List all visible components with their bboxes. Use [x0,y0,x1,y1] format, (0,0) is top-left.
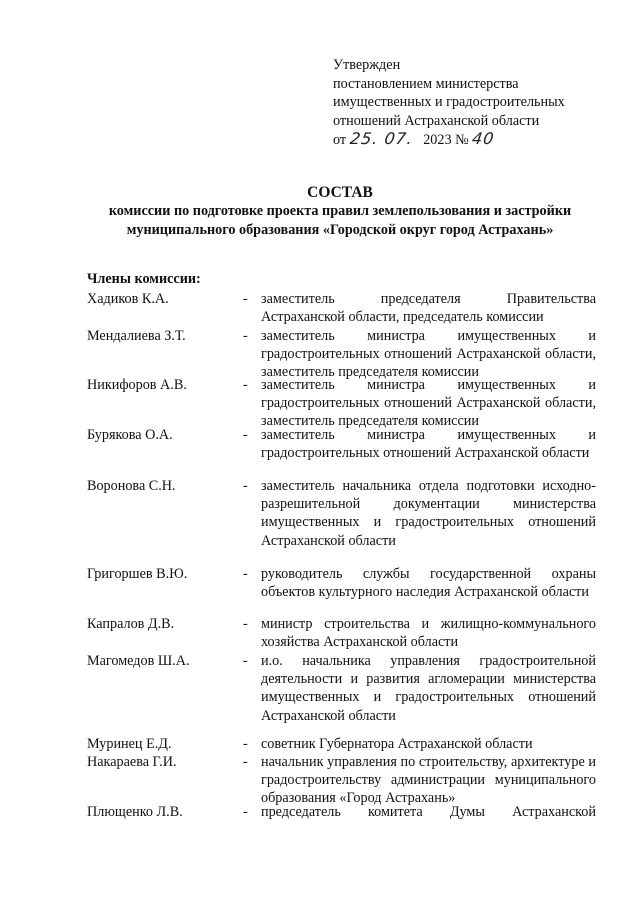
member-dash: - [243,427,248,443]
member-position: заместитель министра имущественных и градостроительных отношений Астраханской области, заместитель председателя комиссии [261,377,596,430]
member-position: заместитель председателя Правительства Астраханской области, председатель комиссии [261,291,596,326]
approval-date-line [333,130,593,150]
member-dash: - [243,804,248,820]
member-dash: - [243,328,248,344]
member-dash: - [243,566,248,582]
member-name: Муринец Е.Д. [87,736,172,752]
member-position: заместитель министра имущественных и градостроительных отношений Астраханской области [261,427,596,462]
approval-stamp [333,56,593,150]
member-name: Мендалиева З.Т. [87,328,186,344]
member-name: Хадиков К.А. [87,291,169,307]
member-position: советник Губернатора Астраханской области [261,736,533,752]
member-position: и.о. начальника управления градостроительной деятельности и развития агломерации министерства имущественных и градостроительных отношений Астраханской области [261,653,596,724]
member-position: заместитель министра имущественных и градостроительных отношений Астраханской области, заместитель председателя комиссии [261,328,596,381]
approval-line-1: Утвержден [333,57,401,73]
member-name: Бурякова О.А. [87,427,173,443]
handwritten-date: 25. 07. [348,129,415,149]
member-position: председатель комитета Думы Астраханской [261,804,596,820]
member-name: Накараева Г.И. [87,754,177,770]
member-dash: - [243,616,248,632]
document-subtitle: комиссии по подготовке проекта правил землепользования и застройки муниципального образования «Городской округ город Астрахань» [108,203,572,238]
member-position: заместитель начальника отдела подготовки исходно-разрешительной документации министерства имущественных и градостроительных отношений Астраханской области [261,478,596,549]
number-sign: № [455,132,469,149]
approval-line-3: имущественных и градостроительных [333,94,565,111]
member-position: министр строительства и жилищно-коммунального хозяйства Астраханской области [261,616,596,651]
member-dash: - [243,653,248,669]
member-name: Григоршев В.Ю. [87,566,188,582]
member-position: руководитель службы государственной охраны объектов культурного наследия Астраханской области [261,566,596,601]
date-prefix: от [333,132,347,149]
document-title: СОСТАВ [307,184,373,201]
member-name: Капралов Д.В. [87,616,175,632]
member-name: Плющенко Л.В. [87,804,183,820]
member-dash: - [243,754,248,770]
member-dash: - [243,291,248,307]
member-dash: - [243,478,248,494]
member-position: начальник управления по строительству, архитектуре и градостроительству администрации муниципального образования «Город Астрахань» [261,754,596,807]
member-dash: - [243,377,248,393]
member-name: Магомедов Ш.А. [87,653,190,669]
members-heading: Члены комиссии: [87,271,201,287]
member-name: Воронова С.Н. [87,478,176,494]
approval-year: 2023 [423,132,452,149]
handwritten-number: 40 [470,129,497,149]
approval-line-2: постановлением министерства [333,75,519,92]
member-dash: - [243,736,248,752]
member-name: Никифоров А.В. [87,377,187,393]
approval-line-4: отношений Астраханской области [333,112,540,129]
